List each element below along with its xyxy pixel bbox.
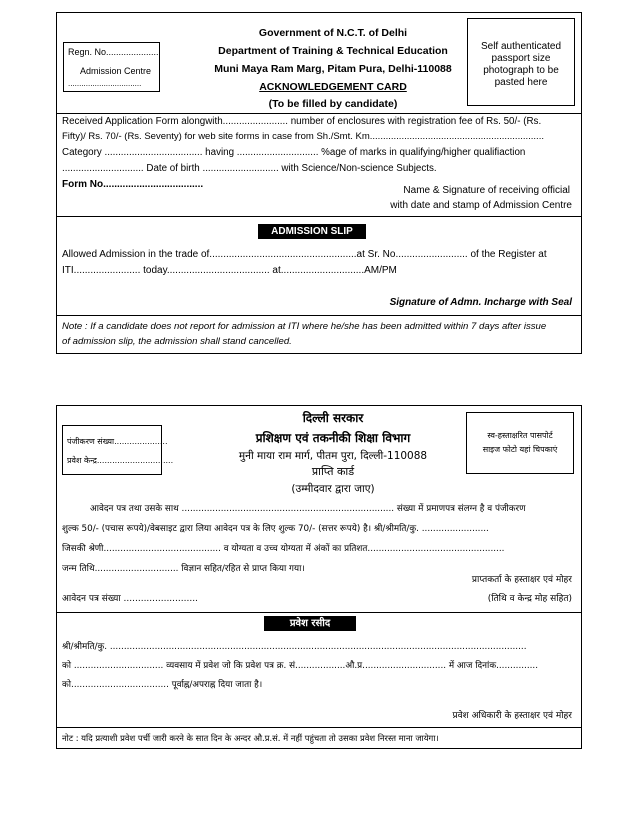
header-instruction: (To be filled by candidate) (268, 98, 398, 110)
hindi-form-no-field[interactable]: आवेदन पत्र संख्या .......................... (62, 594, 198, 604)
photo-text-4: pasted here (494, 77, 548, 88)
body-line-4: .............................. Date of birth ............................ with Science/Non-science Subjects. (62, 163, 437, 174)
note-line-1: Note : If a candidate does not report for admission at ITI where he/she has been admitted within 7 days after issue (62, 321, 547, 332)
hindi-header-card-title: प्राप्ति कार्ड (311, 465, 355, 478)
regn-no-field[interactable]: Regn. No..................... (68, 47, 159, 57)
divider (56, 315, 582, 316)
hindi-body-line-3: जिसकी श्रेणी.......................................... व योग्यता व उच्च योग्यता में अंकों का प्रतिशत................................................. (62, 544, 505, 554)
hindi-regn-no-field[interactable]: पंजीकरण संख्या..................... (67, 437, 168, 446)
hindi-admission-centre-field[interactable]: प्रवेश केन्द्र.............................. (67, 456, 174, 465)
admn-incharge-signature: Signature of Admn. Incharge with Seal (389, 297, 572, 308)
hindi-photo-text-1: स्व-हस्ताक्षरित पासपोर्ट (487, 431, 553, 440)
note-line-2: of admission slip, the admission shall stand cancelled. (62, 336, 292, 347)
hindi-note: नोट : यदि प्रत्याशी प्रवेश पर्ची जारी करने के सात दिन के अन्दर औ.प्र.सं. में नहीं पहुंचता तो उसका प्रवेश निरस्त माना जायेगा। (62, 733, 439, 743)
slip-line-2: ITI........................ today..................................... at..............................AM/PM (62, 265, 397, 276)
hindi-admission-slip-title: प्रवेश रसीद (264, 616, 356, 631)
hindi-photo-box (466, 412, 574, 474)
hindi-body-line-4: जन्म तिथि.............................. विज्ञान सहित/रहित से प्राप्त किया गया। (62, 564, 305, 574)
header-govt: Government of N.C.T. of Delhi (258, 27, 408, 39)
admission-slip-title: ADMISSION SLIP (258, 224, 366, 239)
hindi-slip-line-1: श्री/श्रीमति/कु. ..................................................................................................................................................... (62, 642, 527, 652)
form-no-field[interactable]: Form No.................................... (62, 179, 204, 190)
divider (56, 216, 582, 217)
receiving-official-label: Name & Signature of receiving official (403, 185, 570, 196)
hindi-header-instruction: (उम्मीदवार द्वारा जाए) (291, 483, 375, 495)
divider (56, 727, 582, 728)
slip-line-1: Allowed Admission in the trade of.....................................................at Sr. No.......................... of the Register at (62, 249, 547, 260)
divider (56, 113, 582, 114)
hindi-body-line-1: आवेदन पत्र तथा उसके साथ ............................................................................ संख्या में प्रमाणपत्र संलग्न है व पंजीकरण (90, 504, 526, 514)
hindi-header-address: मुनी माया राम मार्ग, पीतम पुरा, दिल्ली-110088 (238, 450, 428, 462)
hindi-regn-box (62, 425, 162, 475)
hindi-photo-text-2: साइज फोटो यहां चिपकाएं (482, 445, 558, 454)
header-dept: Department of Training & Technical Education (218, 45, 448, 57)
hindi-admn-signature: प्रवेश अधिकारी के हस्ताक्षर एवं मोहर (452, 711, 572, 721)
hindi-header-govt: दिल्ली सरकार (302, 411, 364, 425)
hindi-stamp-label: (तिथि व केन्द्र मोह सहित) (487, 594, 572, 604)
header-card-title: ACKNOWLEDGEMENT CARD (259, 81, 407, 93)
hindi-body-line-2: शुल्क 50/- (पचास रूपये)/वेबसाइट द्वारा लिया आवेदन पत्र के लिए शुल्क 70/- (सत्तर रूपये) है। श्री/श्रीमति/कु. ........................ (62, 524, 489, 534)
body-line-2: Fifty)/ Rs. 70/- (Rs. Seventy) for web site forms in case from Sh./Smt. Km.................................................................. (62, 131, 544, 142)
body-line-3: Category .................................... having .............................. %age of marks in qualifying/higher qualifiaction (62, 147, 526, 158)
hindi-slip-line-3: को................................... पूर्वाह्न/अपराह्न दिया जाता है। (62, 680, 263, 690)
photo-text-2: passport size (491, 53, 551, 64)
hindi-header-dept: प्रशिक्षण एवं तकनीकी शिक्षा विभाग (255, 431, 411, 445)
stamp-label: with date and stamp of Admission Centre (390, 200, 572, 211)
body-line-1: Received Application Form alongwith........................ number of enclosures with registration fee of Rs. 50/- (Rs. (62, 116, 542, 127)
admission-centre-label: Admission Centre (80, 66, 152, 76)
photo-text-3: photograph to be (483, 65, 559, 76)
divider (56, 612, 582, 613)
admission-centre-field[interactable]: ................................. (68, 79, 142, 88)
hindi-slip-line-2: को ................................ व्यवसाय में प्रवेश जो कि प्रवेश पत्र क्र. सं..................औ.प्र.............................. में आज दिनांक............... (62, 661, 539, 671)
hindi-receiving-official-label: प्राप्तकर्ता के हस्ताक्षर एवं मोहर (471, 575, 572, 585)
photo-text-1: Self authenticated (480, 41, 562, 52)
header-address: Muni Maya Ram Marg, Pitam Pura, Delhi-110088 (214, 63, 452, 75)
